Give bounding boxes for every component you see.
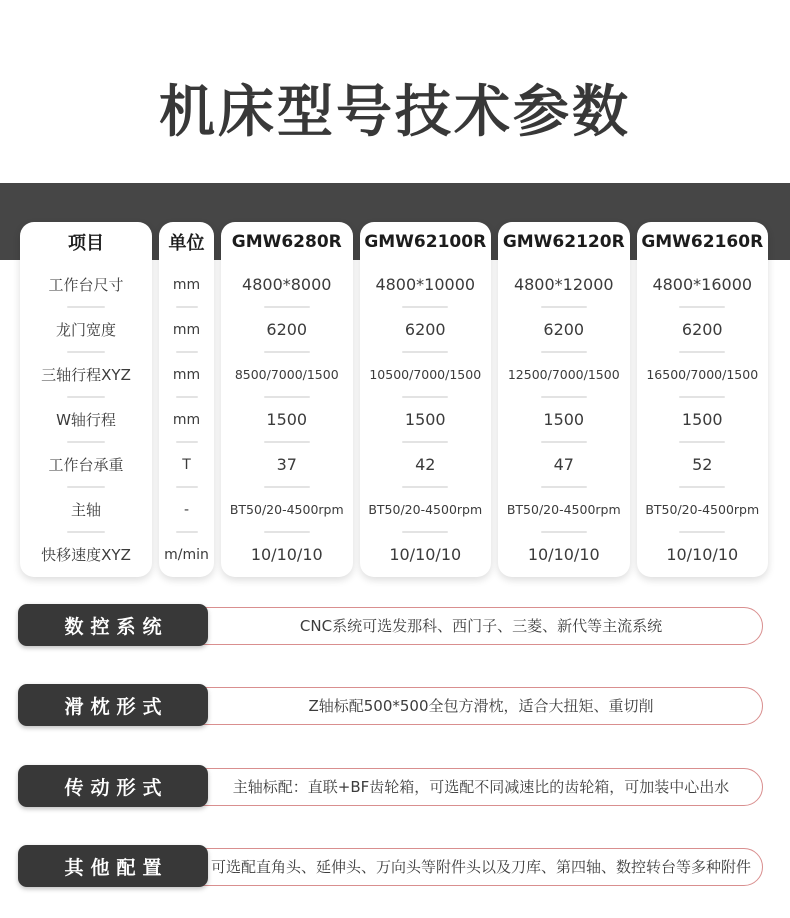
spec-cell: 52 bbox=[637, 442, 769, 487]
spec-cell: 6200 bbox=[637, 307, 769, 352]
spec-cell: 42 bbox=[360, 442, 492, 487]
spec-cell: mm bbox=[159, 397, 214, 442]
column-units bbox=[159, 222, 214, 577]
column-model-0 bbox=[221, 222, 353, 577]
section-label: 数控系统 bbox=[18, 604, 208, 646]
spec-cell: 4800*10000 bbox=[375, 275, 476, 294]
spec-cell: 10/10/10 bbox=[360, 532, 492, 577]
spec-cell: - bbox=[159, 487, 214, 532]
column-header: GMW62100R bbox=[364, 232, 487, 252]
spec-cell: 10500/7000/1500 bbox=[360, 352, 492, 397]
spec-cell: 6200 bbox=[498, 307, 630, 352]
spec-cell: 三轴行程XYZ bbox=[20, 352, 152, 397]
spec-table bbox=[20, 222, 768, 577]
spec-cell: 10/10/10 bbox=[221, 532, 353, 577]
spec-cell: BT50/20-4500rpm bbox=[360, 487, 492, 532]
spec-cell: 工作台尺寸 bbox=[48, 276, 124, 294]
section-text: Z轴标配500*500全包方滑枕，适合大扭矩、重切削 bbox=[308, 696, 654, 715]
spec-cell: 1500 bbox=[637, 397, 769, 442]
spec-cell: mm bbox=[159, 307, 214, 352]
spec-cell: 1500 bbox=[221, 397, 353, 442]
column-model-1 bbox=[360, 222, 492, 577]
spec-cell: BT50/20-4500rpm bbox=[637, 487, 769, 532]
spec-cell: mm bbox=[172, 276, 201, 293]
spec-cell: 10/10/10 bbox=[637, 532, 769, 577]
spec-cell: 4800*8000 bbox=[242, 275, 332, 294]
spec-cell: 4800*16000 bbox=[652, 275, 753, 294]
section-2 bbox=[0, 765, 790, 807]
section-3 bbox=[0, 845, 790, 887]
spec-cell: 47 bbox=[498, 442, 630, 487]
spec-cell: 1500 bbox=[360, 397, 492, 442]
spec-cell: BT50/20-4500rpm bbox=[498, 487, 630, 532]
spec-cell: 工作台承重 bbox=[20, 442, 152, 487]
column-header: GMW6280R bbox=[231, 232, 342, 252]
page-title: 机床型号技术参数 bbox=[159, 80, 631, 145]
spec-cell: W轴行程 bbox=[20, 397, 152, 442]
spec-cell: BT50/20-4500rpm bbox=[221, 487, 353, 532]
column-header: GMW62160R bbox=[641, 232, 764, 252]
section-text: 主轴标配：直联+BF齿轮箱，可选配不同减速比的齿轮箱，可加装中心出水 bbox=[232, 777, 730, 796]
column-model-3 bbox=[637, 222, 769, 577]
section-text: CNC系统可选发那科、西门子、三菱、新代等主流系统 bbox=[299, 616, 663, 635]
column-model-2 bbox=[498, 222, 630, 577]
spec-cell: 1500 bbox=[498, 397, 630, 442]
spec-cell: 主轴 bbox=[20, 487, 152, 532]
section-label: 传动形式 bbox=[18, 765, 208, 807]
section-1 bbox=[0, 684, 790, 726]
column-header: 项目 bbox=[68, 233, 104, 254]
spec-cell: m/min bbox=[159, 532, 214, 577]
spec-cell: 4800*12000 bbox=[513, 275, 614, 294]
spec-cell: 37 bbox=[221, 442, 353, 487]
column-header: 单位 bbox=[168, 233, 205, 254]
spec-cell: 12500/7000/1500 bbox=[498, 352, 630, 397]
section-label: 其他配置 bbox=[18, 845, 208, 887]
spec-cell: mm bbox=[159, 352, 214, 397]
spec-cell: 6200 bbox=[360, 307, 492, 352]
section-label: 滑枕形式 bbox=[18, 684, 208, 726]
column-items bbox=[20, 222, 152, 577]
spec-cell: 16500/7000/1500 bbox=[637, 352, 769, 397]
section-text: 可选配直角头、延伸头、万向头等附件头以及刀库、第四轴、数控转台等多种附件 bbox=[210, 857, 751, 876]
spec-cell: 10/10/10 bbox=[498, 532, 630, 577]
section-0 bbox=[0, 604, 790, 646]
spec-cell: 快移速度XYZ bbox=[20, 532, 152, 577]
spec-cell: T bbox=[159, 442, 214, 487]
spec-cell: 8500/7000/1500 bbox=[221, 352, 353, 397]
spec-cell: 龙门宽度 bbox=[20, 307, 152, 352]
column-header: GMW62120R bbox=[502, 232, 625, 252]
spec-cell: 6200 bbox=[221, 307, 353, 352]
